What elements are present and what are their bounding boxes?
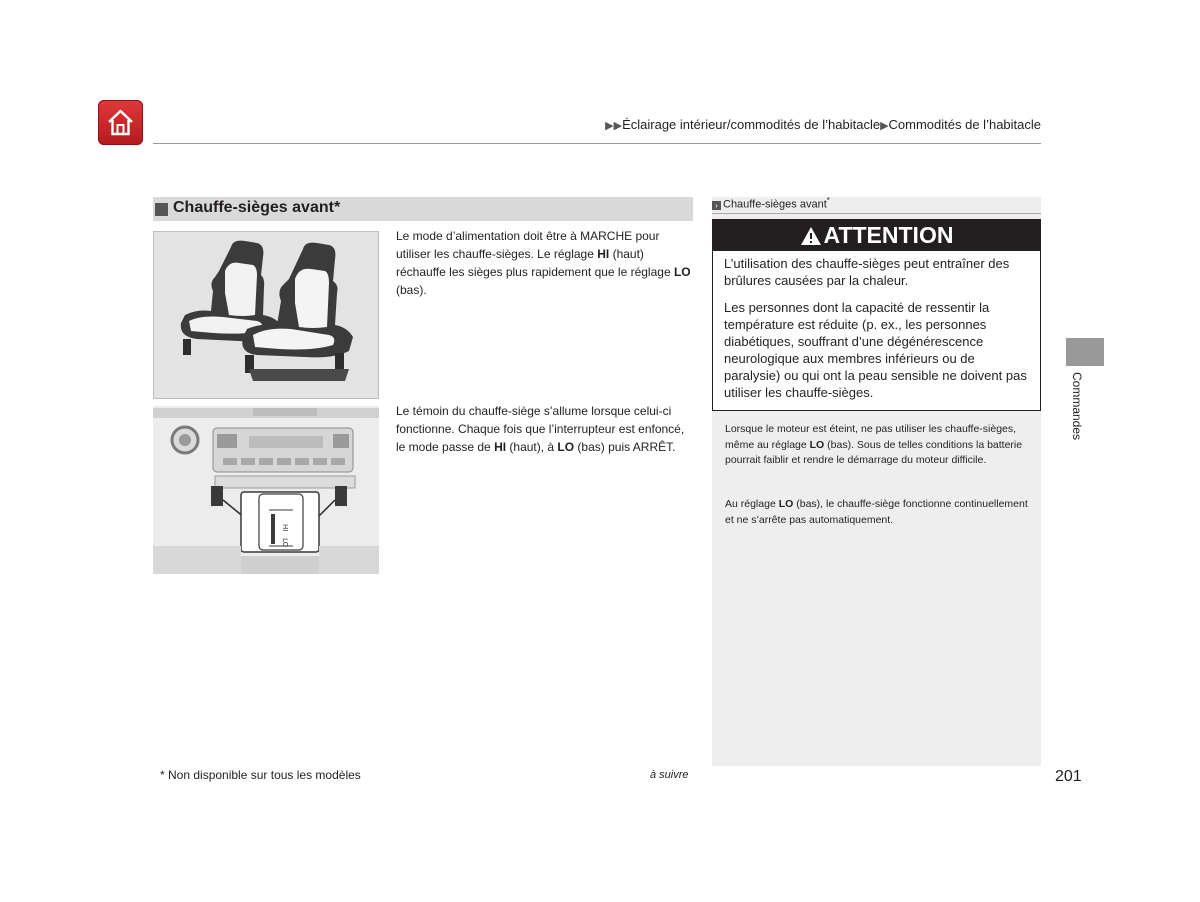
side-note-lo-setting: Au réglage LO (bas), le chauffe-siège fonctionne continuellement et ne s’arrête pas automatiquement. (725, 498, 1028, 526)
warning-triangle-icon (800, 226, 822, 246)
attention-title: ATTENTION (823, 222, 954, 248)
footnote: * Non disponible sur tous les modèles (160, 768, 361, 782)
section-square-icon (155, 203, 168, 216)
paragraph-indicator: Le témoin du chauffe-siège s’allume lorsque celui-ci fonctionne. Chaque fois que l’interrupteur est enfoncé, le mode passe de HI (haut), à LO (bas) puis ARRÊT. (396, 404, 685, 454)
side-reference-heading[interactable] (712, 196, 1041, 214)
switch-lo-label: LO (281, 538, 289, 548)
header-divider (153, 143, 1041, 144)
home-icon (105, 107, 136, 138)
switch-hi-label: HI (281, 524, 289, 532)
breadcrumb-arrow-icon: ▶ (880, 120, 889, 132)
continued-label: à suivre (650, 769, 689, 781)
reference-link[interactable]: Chauffe-sièges avant (723, 198, 827, 211)
breadcrumb-arrow-icon: ▶▶ (605, 120, 623, 132)
section-heading (153, 197, 693, 221)
attention-text-1: L’utilisation des chauffe-sièges peut entraîner des brûlures causées par la chaleur. (724, 256, 1010, 288)
reference-arrow-icon: › (712, 201, 721, 210)
reference-asterisk: * (826, 196, 830, 205)
side-note-battery: Lorsque le moteur est éteint, ne pas utiliser les chauffe-sièges, même au réglage LO (bas). Sous de telles conditions la batterie pourrait faiblir et rendre le démarrage du moteur difficile. (725, 423, 1023, 466)
seats-illustration (153, 231, 379, 399)
section-title: Chauffe-sièges avant* (173, 199, 341, 216)
chapter-tab-label[interactable]: Commandes (1070, 372, 1084, 441)
seats-drawing (153, 231, 379, 399)
breadcrumb-item-1[interactable]: Éclairage intérieur/commodités de l’habitacle (622, 117, 881, 132)
page-number: 201 (1055, 768, 1082, 785)
breadcrumb (605, 117, 1041, 132)
dashboard-drawing (153, 406, 379, 574)
chapter-tab-marker[interactable] (1066, 338, 1104, 366)
attention-header (713, 220, 1040, 251)
attention-box (712, 219, 1041, 411)
breadcrumb-item-2[interactable]: Commodités de l’habitacle (888, 117, 1041, 132)
home-button[interactable] (98, 100, 143, 145)
seat-heater-switch-illustration (153, 406, 379, 574)
paragraph-power-mode: Le mode d’alimentation doit être à MARCHE pour utiliser les chauffe-sièges. Le réglage HI (haut) réchauffe les sièges plus rapidement que le réglage LO (bas). (396, 229, 691, 297)
attention-text-2: Les personnes dont la capacité de ressentir la température est réduite (p. ex., les personnes diabétiques, souffrant d’une dégénérescence neurologique aux membres inférieurs ou de paralysie) ou qui ont la peau sensible ne doivent pas utiliser les chauffe-sièges. (724, 300, 1027, 400)
